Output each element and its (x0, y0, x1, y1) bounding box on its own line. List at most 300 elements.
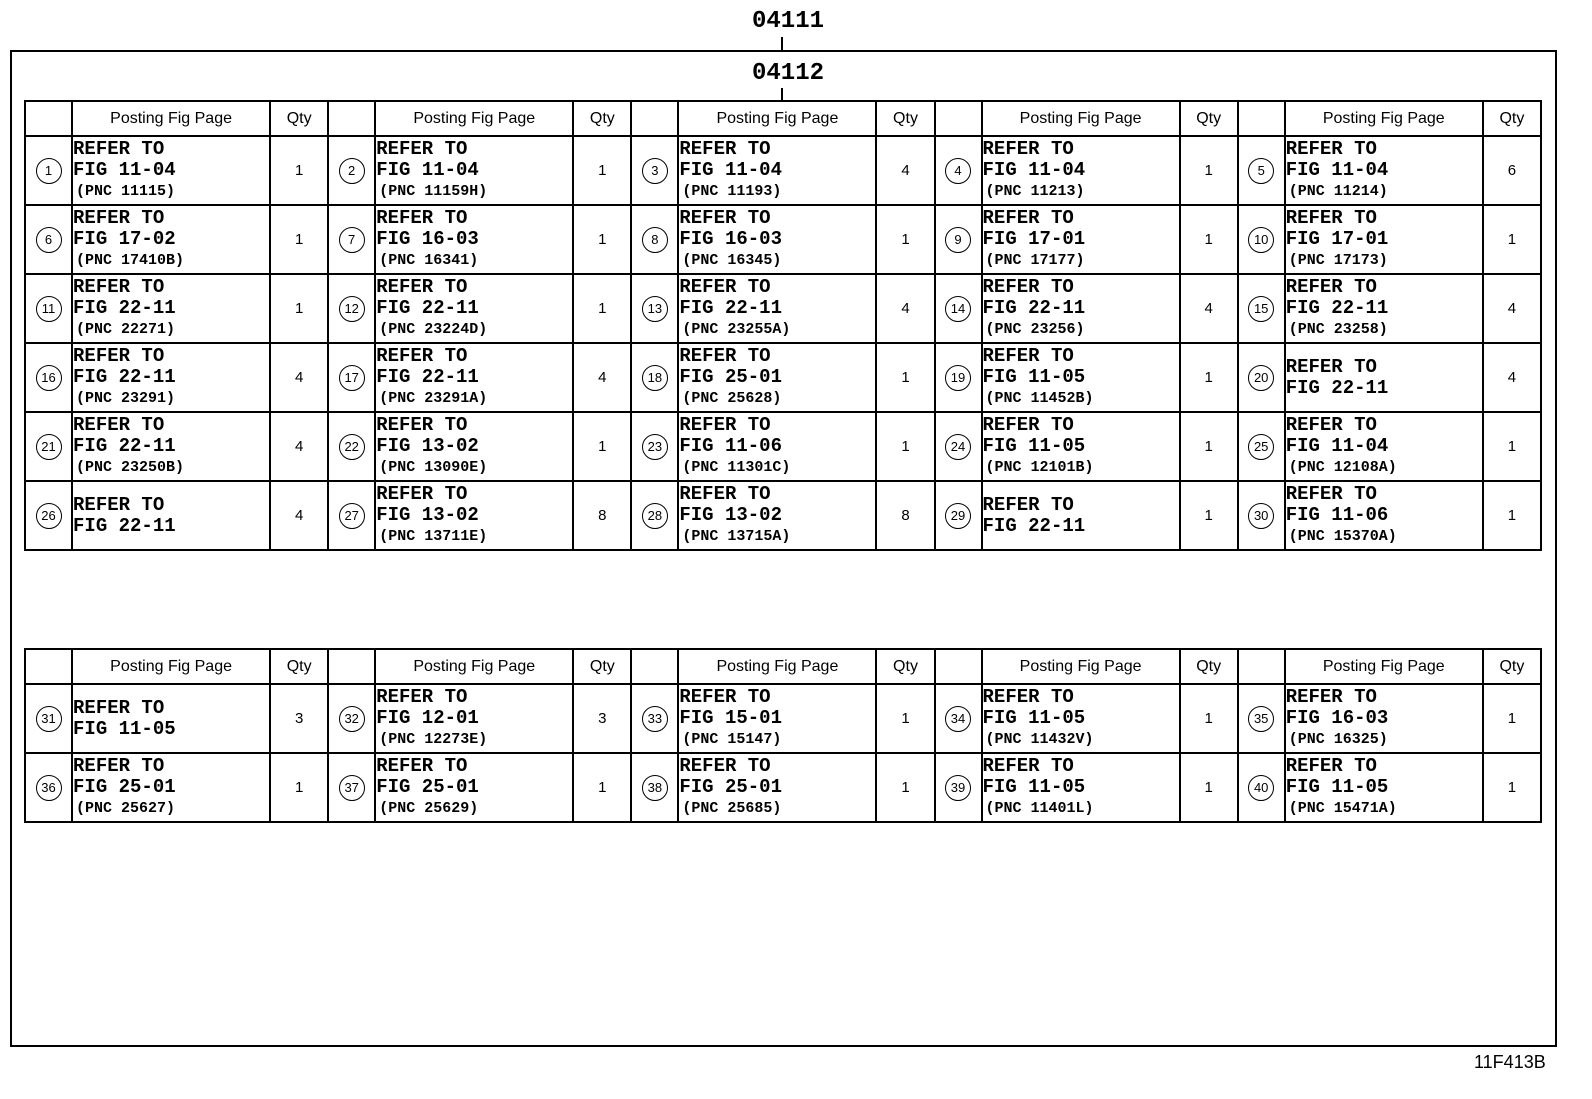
header-ref-cell: Posting Fig Page (375, 649, 573, 684)
item-number-cell (935, 412, 982, 481)
posting-fig-page-cell (72, 136, 270, 205)
qty-cell: 1 (573, 205, 631, 274)
pnc-text: (PNC 17410B) (76, 252, 185, 269)
item-number-cell (328, 205, 375, 274)
pnc-text: (PNC 15370A) (1288, 528, 1397, 545)
item-number-callout: 6 (36, 227, 62, 253)
item-number-cell (328, 753, 375, 822)
item-number-cell (935, 481, 982, 550)
table-row (25, 274, 1541, 343)
item-number-callout: 30 (1248, 503, 1274, 529)
posting-fig-page-cell (982, 684, 1180, 753)
qty-cell: 1 (1483, 684, 1541, 753)
pnc-text: (PNC 13090E) (379, 459, 488, 476)
fig-page-text: FIG 25-01 (73, 776, 176, 798)
refer-to-text: REFER TO (376, 138, 468, 160)
qty-cell: 3 (573, 684, 631, 753)
posting-fig-page-cell (375, 274, 573, 343)
item-number-cell (1238, 753, 1285, 822)
header-num-cell (631, 649, 678, 684)
qty-cell: 4 (1483, 343, 1541, 412)
item-number-callout: 9 (945, 227, 971, 253)
posting-fig-page-cell (375, 753, 573, 822)
qty-cell: 1 (270, 136, 328, 205)
header-qty-cell: Qty (270, 649, 328, 684)
header-num-cell (25, 101, 72, 136)
pnc-text: (PNC 12273E) (379, 731, 488, 748)
refer-to-text: REFER TO (1285, 755, 1377, 777)
refer-to-text: REFER TO (73, 696, 165, 719)
fig-page-text: FIG 25-01 (679, 366, 782, 388)
item-number-callout: 23 (642, 434, 668, 460)
fig-page-text: FIG 22-11 (679, 297, 782, 319)
pnc-text: (PNC 17177) (985, 252, 1085, 269)
posting-fig-page-cell (1285, 753, 1483, 822)
fig-page-text: FIG 11-04 (982, 159, 1086, 181)
table-row (25, 343, 1541, 412)
fig-page-text: FIG 15-01 (679, 707, 782, 729)
refer-to-text: REFER TO (1285, 207, 1377, 229)
item-number-cell (25, 205, 72, 274)
refer-to-text: REFER TO (73, 207, 165, 229)
qty-cell: 1 (573, 412, 631, 481)
pnc-text: (PNC 11213) (985, 183, 1085, 200)
pnc-text: (PNC 23256) (985, 321, 1085, 338)
fig-page-text: FIG 11-04 (1285, 159, 1389, 181)
header-num-cell (1238, 101, 1285, 136)
header-qty-cell: Qty (1483, 649, 1541, 684)
posting-fig-page-cell (678, 274, 876, 343)
fig-page-text: FIG 22-11 (73, 297, 176, 319)
posting-fig-page-cell (1285, 205, 1483, 274)
pnc-text: (PNC 23258) (1288, 321, 1388, 338)
posting-fig-page-cell (678, 343, 876, 412)
item-number-callout: 35 (1248, 706, 1274, 732)
fig-page-text: FIG 16-03 (1285, 707, 1389, 729)
posting-fig-page-cell (72, 753, 270, 822)
header-num-cell (328, 649, 375, 684)
qty-cell: 1 (1180, 412, 1238, 481)
posting-fig-page-cell (72, 684, 270, 753)
pnc-text: (PNC 23250B) (76, 459, 185, 476)
item-number-cell (328, 412, 375, 481)
fig-page-text: FIG 22-11 (982, 514, 1086, 537)
header-ref-cell: Posting Fig Page (72, 101, 270, 136)
fig-page-text: FIG 22-11 (73, 435, 176, 457)
pnc-text: (PNC 25628) (682, 390, 782, 407)
posting-fig-page-cell (678, 684, 876, 753)
posting-fig-page-cell (678, 136, 876, 205)
qty-cell: 1 (1483, 205, 1541, 274)
refer-to-text: REFER TO (679, 138, 771, 160)
posting-fig-page-cell (1285, 684, 1483, 753)
fig-page-text: FIG 11-05 (982, 776, 1086, 798)
fig-page-text: FIG 13-02 (679, 504, 782, 526)
qty-cell: 4 (876, 136, 934, 205)
table-row (25, 481, 1541, 550)
reference-table-1 (24, 100, 1542, 551)
fig-page-text: FIG 17-02 (73, 228, 176, 250)
pnc-text: (PNC 15471A) (1288, 800, 1397, 817)
fig-page-text: FIG 12-01 (376, 707, 479, 729)
refer-to-text: REFER TO (982, 493, 1074, 516)
item-number-cell (1238, 205, 1285, 274)
header-ref-cell: Posting Fig Page (72, 649, 270, 684)
pnc-text: (PNC 16325) (1288, 731, 1388, 748)
refer-to-text: REFER TO (679, 345, 771, 367)
refer-to-text: REFER TO (376, 755, 468, 777)
header-ref-cell: Posting Fig Page (678, 649, 876, 684)
item-number-callout: 37 (339, 775, 365, 801)
item-number-cell (25, 412, 72, 481)
item-number-cell (935, 274, 982, 343)
item-number-cell (631, 481, 678, 550)
header-num-cell (631, 101, 678, 136)
posting-fig-page-cell (1285, 136, 1483, 205)
qty-cell: 1 (876, 684, 934, 753)
posting-fig-page-cell (72, 274, 270, 343)
pnc-text: (PNC 11432V) (985, 731, 1094, 748)
item-number-cell (631, 343, 678, 412)
refer-to-text: REFER TO (679, 207, 771, 229)
item-number-cell (25, 481, 72, 550)
refer-to-text: REFER TO (376, 414, 468, 436)
item-number-cell (935, 753, 982, 822)
pnc-text: (PNC 15147) (682, 731, 782, 748)
qty-cell: 4 (876, 274, 934, 343)
posting-fig-page-cell (1285, 343, 1483, 412)
refer-to-text: REFER TO (376, 207, 468, 229)
refer-to-text: REFER TO (679, 276, 771, 298)
item-number-cell (631, 205, 678, 274)
posting-fig-page-cell (1285, 481, 1483, 550)
item-number-cell (631, 753, 678, 822)
pnc-text: (PNC 13711E) (379, 528, 488, 545)
qty-cell: 1 (270, 205, 328, 274)
qty-cell: 1 (573, 274, 631, 343)
qty-cell: 1 (1180, 343, 1238, 412)
fig-page-text: FIG 11-05 (982, 366, 1086, 388)
posting-fig-page-cell (982, 412, 1180, 481)
qty-cell: 1 (1180, 205, 1238, 274)
refer-to-text: REFER TO (73, 493, 165, 516)
refer-to-text: REFER TO (982, 414, 1074, 436)
refer-to-text: REFER TO (1285, 414, 1377, 436)
qty-cell: 4 (1483, 274, 1541, 343)
fig-page-text: FIG 11-05 (1285, 776, 1389, 798)
item-number-cell (328, 343, 375, 412)
refer-to-text: REFER TO (73, 755, 165, 777)
header-qty-cell: Qty (270, 101, 328, 136)
pnc-text: (PNC 12101B) (985, 459, 1094, 476)
fig-page-text: FIG 13-02 (376, 435, 479, 457)
item-number-callout: 32 (339, 706, 365, 732)
posting-fig-page-cell (678, 481, 876, 550)
item-number-callout: 3 (642, 158, 668, 184)
refer-to-text: REFER TO (679, 483, 771, 505)
fig-page-text: FIG 25-01 (679, 776, 782, 798)
posting-fig-page-cell (375, 684, 573, 753)
pnc-text: (PNC 23255A) (682, 321, 791, 338)
header-ref-cell: Posting Fig Page (982, 649, 1180, 684)
fig-page-text: FIG 22-11 (376, 297, 479, 319)
pnc-text: (PNC 12108A) (1288, 459, 1397, 476)
pnc-text: (PNC 25627) (76, 800, 176, 817)
fig-page-text: FIG 22-11 (1285, 376, 1389, 399)
fig-page-text: FIG 13-02 (376, 504, 479, 526)
header-num-cell (328, 101, 375, 136)
refer-to-text: REFER TO (376, 483, 468, 505)
posting-fig-page-cell (982, 136, 1180, 205)
qty-cell: 4 (270, 412, 328, 481)
refer-to-text: REFER TO (376, 345, 468, 367)
posting-fig-page-cell (72, 412, 270, 481)
header-ref-cell: Posting Fig Page (678, 101, 876, 136)
qty-cell: 1 (876, 753, 934, 822)
item-number-cell (631, 136, 678, 205)
refer-to-text: REFER TO (1285, 276, 1377, 298)
pnc-text: (PNC 11193) (682, 183, 782, 200)
pnc-text: (PNC 11214) (1288, 183, 1388, 200)
qty-cell: 1 (1483, 481, 1541, 550)
posting-fig-page-cell (375, 343, 573, 412)
posting-fig-page-cell (982, 481, 1180, 550)
item-number-callout: 26 (36, 503, 62, 529)
fig-page-text: FIG 11-06 (1285, 504, 1389, 526)
fig-page-text: FIG 11-05 (982, 435, 1086, 457)
item-number-cell (935, 136, 982, 205)
qty-cell: 1 (1180, 684, 1238, 753)
qty-cell: 1 (876, 412, 934, 481)
header-ref-cell: Posting Fig Page (1285, 649, 1483, 684)
item-number-callout: 13 (642, 296, 668, 322)
item-number-callout: 34 (945, 706, 971, 732)
item-number-callout: 29 (945, 503, 971, 529)
fig-page-text: FIG 25-01 (376, 776, 479, 798)
item-number-cell (1238, 684, 1285, 753)
item-number-cell (25, 274, 72, 343)
pnc-text: (PNC 11452B) (985, 390, 1094, 407)
header-qty-cell: Qty (876, 649, 934, 684)
item-number-cell (328, 684, 375, 753)
fig-page-text: FIG 11-04 (679, 159, 782, 181)
posting-fig-page-cell (375, 205, 573, 274)
item-number-callout: 18 (642, 365, 668, 391)
outer-leader-line (781, 37, 783, 51)
qty-cell: 1 (1483, 753, 1541, 822)
posting-fig-page-cell (678, 753, 876, 822)
header-qty-cell: Qty (1180, 649, 1238, 684)
pnc-text: (PNC 13715A) (682, 528, 791, 545)
pnc-text: (PNC 11115) (76, 183, 176, 200)
fig-page-text: FIG 11-04 (1285, 435, 1389, 457)
header-num-cell (935, 649, 982, 684)
fig-page-text: FIG 22-11 (73, 514, 176, 537)
header-num-cell (25, 649, 72, 684)
refer-to-text: REFER TO (1285, 483, 1377, 505)
posting-fig-page-cell (678, 412, 876, 481)
item-number-cell (25, 684, 72, 753)
item-number-callout: 33 (642, 706, 668, 732)
table-row (25, 412, 1541, 481)
pnc-text: (PNC 25685) (682, 800, 782, 817)
item-number-callout: 36 (36, 775, 62, 801)
qty-cell: 1 (270, 753, 328, 822)
item-number-cell (328, 481, 375, 550)
refer-to-text: REFER TO (982, 207, 1074, 229)
item-number-cell (25, 753, 72, 822)
header-qty-cell: Qty (1180, 101, 1238, 136)
refer-to-text: REFER TO (73, 345, 165, 367)
qty-cell: 1 (1180, 753, 1238, 822)
fig-page-text: FIG 11-05 (73, 717, 176, 740)
qty-cell: 1 (1180, 481, 1238, 550)
posting-fig-page-cell (678, 205, 876, 274)
pnc-text: (PNC 23224D) (379, 321, 488, 338)
item-number-cell (1238, 343, 1285, 412)
header-qty-cell: Qty (573, 649, 631, 684)
posting-fig-page-cell (982, 274, 1180, 343)
item-number-callout: 7 (339, 227, 365, 253)
item-number-callout: 8 (642, 227, 668, 253)
pnc-text: (PNC 23291) (76, 390, 176, 407)
pnc-text: (PNC 11159H) (379, 183, 488, 200)
refer-to-text: REFER TO (376, 276, 468, 298)
posting-fig-page-cell (982, 753, 1180, 822)
item-number-callout: 2 (339, 158, 365, 184)
fig-page-text: FIG 11-05 (982, 707, 1086, 729)
qty-cell: 4 (270, 481, 328, 550)
item-number-cell (935, 684, 982, 753)
qty-cell: 8 (876, 481, 934, 550)
refer-to-text: REFER TO (982, 138, 1074, 160)
fig-page-text: FIG 22-11 (73, 366, 176, 388)
posting-fig-page-cell (72, 205, 270, 274)
header-qty-cell: Qty (573, 101, 631, 136)
header-ref-cell: Posting Fig Page (1285, 101, 1483, 136)
refer-to-text: REFER TO (982, 686, 1074, 708)
qty-cell: 1 (270, 274, 328, 343)
item-number-callout: 38 (642, 775, 668, 801)
header-qty-cell: Qty (876, 101, 934, 136)
item-number-callout: 15 (1248, 296, 1274, 322)
item-number-callout: 1 (36, 158, 62, 184)
table-row (25, 136, 1541, 205)
fig-page-text: FIG 22-11 (1285, 297, 1389, 319)
item-number-cell (25, 343, 72, 412)
item-number-callout: 11 (36, 296, 62, 322)
item-number-cell (25, 136, 72, 205)
posting-fig-page-cell (375, 481, 573, 550)
item-number-callout: 40 (1248, 775, 1274, 801)
item-number-callout: 28 (642, 503, 668, 529)
pnc-text: (PNC 11301C) (682, 459, 791, 476)
pnc-text: (PNC 16341) (379, 252, 479, 269)
item-number-callout: 31 (36, 706, 62, 732)
refer-to-text: REFER TO (376, 686, 468, 708)
item-number-callout: 12 (339, 296, 365, 322)
qty-cell: 8 (573, 481, 631, 550)
posting-fig-page-cell (72, 343, 270, 412)
item-number-callout: 16 (36, 365, 62, 391)
pnc-text: (PNC 11401L) (985, 800, 1094, 817)
posting-fig-page-cell (1285, 274, 1483, 343)
item-number-callout: 22 (339, 434, 365, 460)
refer-to-text: REFER TO (982, 276, 1074, 298)
fig-page-text: FIG 17-01 (1285, 228, 1389, 250)
item-number-callout: 27 (339, 503, 365, 529)
item-number-cell (328, 136, 375, 205)
fig-page-text: FIG 22-11 (376, 366, 479, 388)
qty-cell: 1 (573, 753, 631, 822)
pnc-text: (PNC 25629) (379, 800, 479, 817)
item-number-callout: 25 (1248, 434, 1274, 460)
qty-cell: 1 (1483, 412, 1541, 481)
qty-cell: 1 (876, 205, 934, 274)
fig-page-text: FIG 11-04 (376, 159, 479, 181)
reference-table-2 (24, 648, 1542, 823)
item-number-callout: 17 (339, 365, 365, 391)
item-number-cell (1238, 412, 1285, 481)
table-row (25, 205, 1541, 274)
fig-page-text: FIG 16-03 (679, 228, 782, 250)
item-number-callout: 4 (945, 158, 971, 184)
item-number-callout: 20 (1248, 365, 1274, 391)
pnc-text: (PNC 16345) (682, 252, 782, 269)
refer-to-text: REFER TO (73, 138, 165, 160)
inner-assembly-label: 04112 (752, 60, 825, 87)
posting-fig-page-cell (982, 205, 1180, 274)
header-num-cell (935, 101, 982, 136)
item-number-cell (1238, 136, 1285, 205)
pnc-text: (PNC 17173) (1288, 252, 1388, 269)
refer-to-text: REFER TO (73, 276, 165, 298)
refer-to-text: REFER TO (679, 755, 771, 777)
refer-to-text: REFER TO (982, 345, 1074, 367)
item-number-cell (328, 274, 375, 343)
item-number-cell (1238, 274, 1285, 343)
refer-to-text: REFER TO (1285, 355, 1377, 378)
item-number-cell (1238, 481, 1285, 550)
item-number-callout: 21 (36, 434, 62, 460)
pnc-text: (PNC 22271) (76, 321, 176, 338)
item-number-cell (935, 205, 982, 274)
refer-to-text: REFER TO (679, 414, 771, 436)
table-row (25, 753, 1541, 822)
outer-assembly-label: 04111 (752, 8, 825, 35)
qty-cell: 6 (1483, 136, 1541, 205)
item-number-callout: 10 (1248, 227, 1274, 253)
refer-to-text: REFER TO (679, 686, 771, 708)
qty-cell: 1 (1180, 136, 1238, 205)
item-number-cell (631, 274, 678, 343)
refer-to-text: REFER TO (982, 755, 1074, 777)
posting-fig-page-cell (375, 412, 573, 481)
item-number-callout: 5 (1248, 158, 1274, 184)
qty-cell: 4 (573, 343, 631, 412)
header-num-cell (1238, 649, 1285, 684)
header-qty-cell: Qty (1483, 101, 1541, 136)
posting-fig-page-cell (1285, 412, 1483, 481)
header-ref-cell: Posting Fig Page (982, 101, 1180, 136)
refer-to-text: REFER TO (1285, 138, 1377, 160)
posting-fig-page-cell (72, 481, 270, 550)
drawing-code: 11F413B (1474, 1052, 1546, 1072)
fig-page-text: FIG 16-03 (376, 228, 479, 250)
fig-page-text: FIG 17-01 (982, 228, 1086, 250)
header-ref-cell: Posting Fig Page (375, 101, 573, 136)
table-row (25, 684, 1541, 753)
